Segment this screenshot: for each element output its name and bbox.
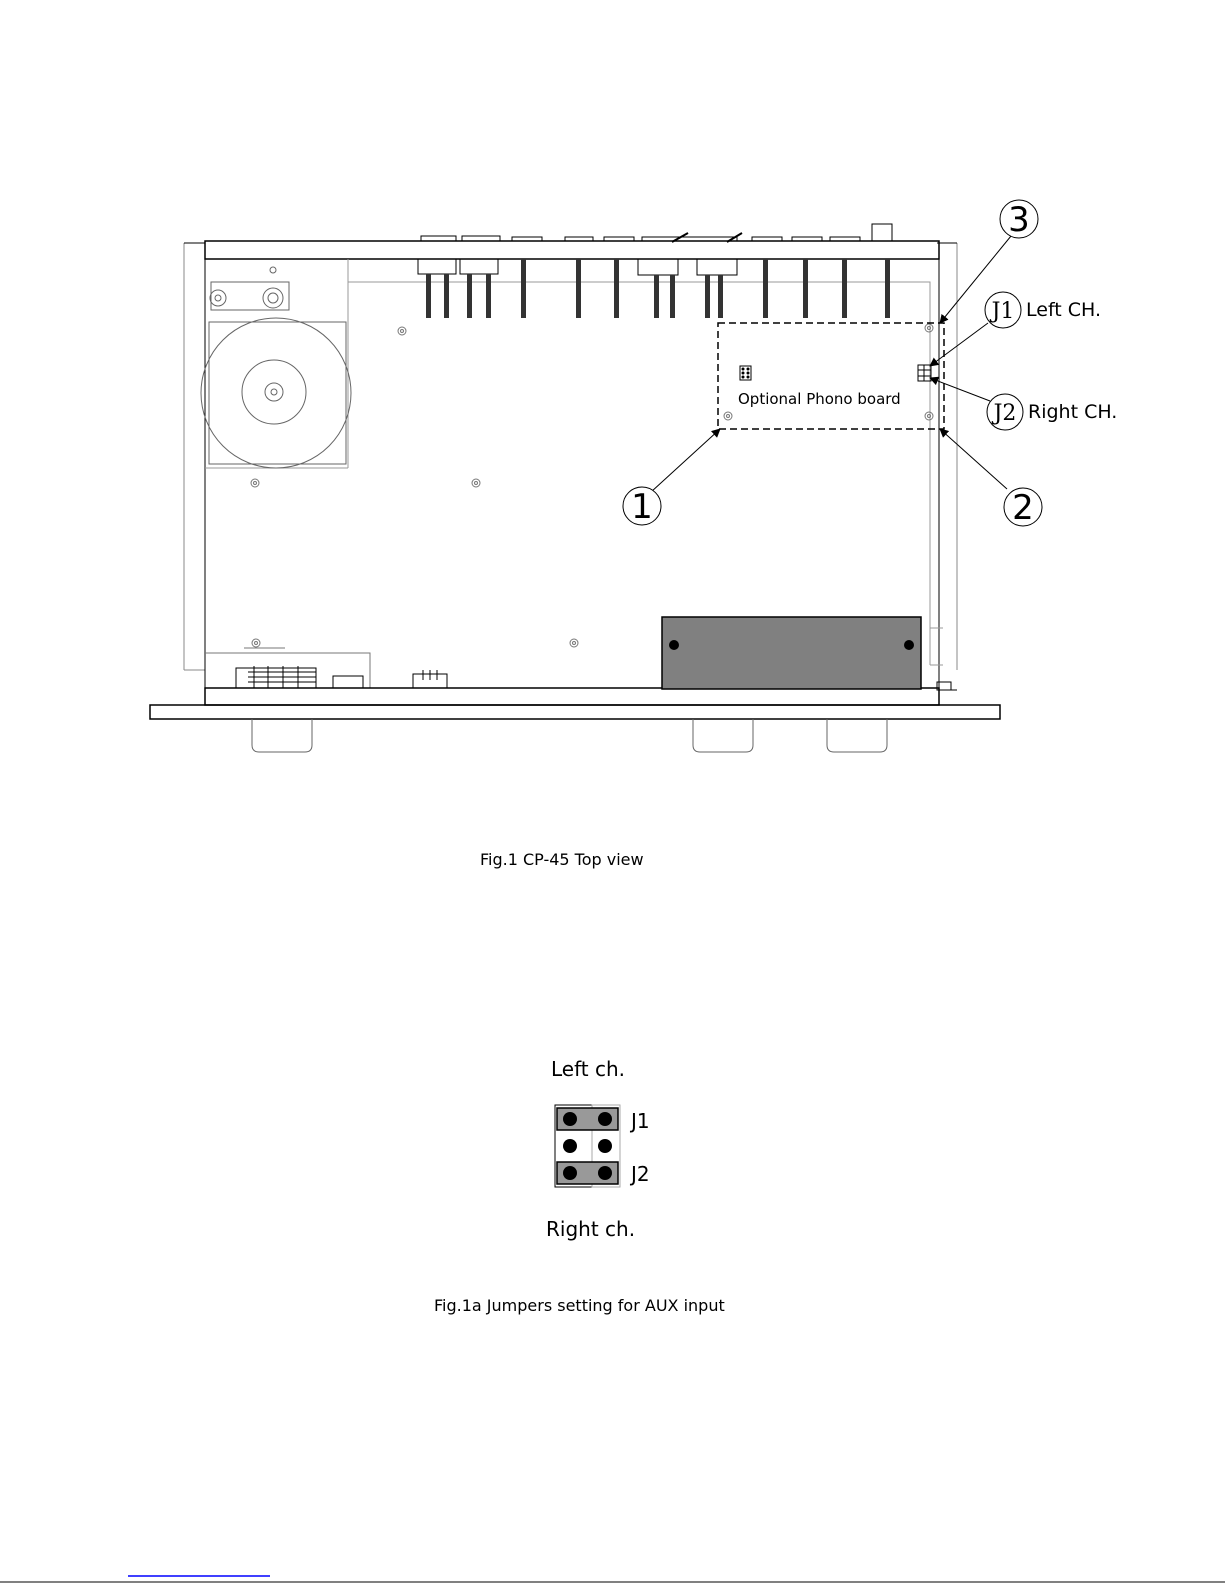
callout-1 xyxy=(623,487,661,527)
svg-text:2: 2 xyxy=(1012,488,1034,528)
fuse-holder xyxy=(210,267,289,310)
power-transformer xyxy=(201,318,351,468)
callout-3 xyxy=(1000,200,1038,240)
callout-j2 xyxy=(987,394,1023,430)
svg-text:1: 1 xyxy=(631,487,653,527)
j1-label: J1 xyxy=(631,1109,650,1133)
jumper-pin xyxy=(563,1139,577,1153)
jumper-pin xyxy=(563,1166,577,1180)
j1-side-label: Left CH. xyxy=(1026,299,1102,321)
phono-board-outline xyxy=(718,323,944,429)
jumper-pin xyxy=(563,1112,577,1126)
jumper-pin xyxy=(598,1112,612,1126)
right-ch-label: Right ch. xyxy=(546,1217,636,1241)
callout-2 xyxy=(1004,488,1042,528)
board-connector xyxy=(740,366,751,380)
jumper-diagram xyxy=(555,1105,620,1187)
jumper-pin xyxy=(598,1139,612,1153)
svg-text:J1: J1 xyxy=(991,299,1015,324)
j2-side-label: Right CH. xyxy=(1028,401,1118,423)
j2-label: J2 xyxy=(631,1162,650,1186)
callout-j1 xyxy=(985,292,1021,328)
front-connectors xyxy=(236,666,447,688)
figure1a-caption: Fig.1a Jumpers setting for AUX input xyxy=(434,1296,725,1315)
svg-text:J2: J2 xyxy=(993,401,1017,426)
heatsink xyxy=(662,617,921,689)
left-ch-label: Left ch. xyxy=(551,1057,626,1081)
jumper-pin xyxy=(598,1166,612,1180)
figure1-caption: Fig.1 CP-45 Top view xyxy=(480,850,644,869)
rear-connectors xyxy=(418,224,892,275)
mounting-screws xyxy=(251,324,933,647)
svg-text:3: 3 xyxy=(1008,200,1030,240)
terminal-leads xyxy=(426,259,890,318)
jumper-block-small xyxy=(918,365,931,381)
board-label: Optional Phono board xyxy=(738,390,901,408)
